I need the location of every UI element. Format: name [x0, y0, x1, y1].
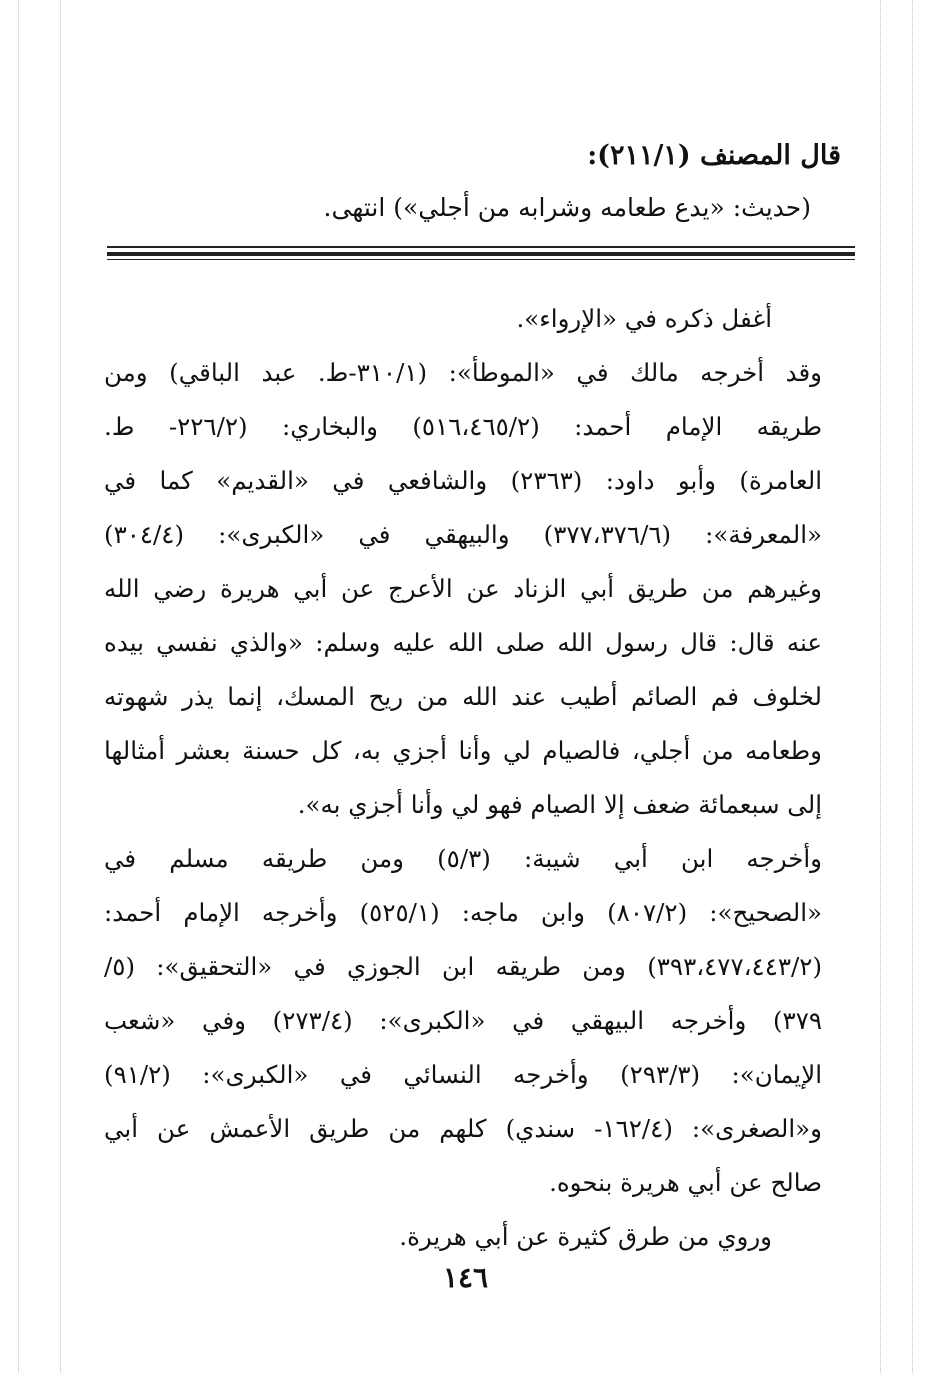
text-line: و«الصغرى»: (١٦٢/٤- سندي) كلهم من طريق الأعمش عن أبي: [104, 1114, 822, 1143]
text-line: وقد أخرجه مالك في «الموطأ»: (٣١٠/١-ط. عبد الباقي) ومن: [104, 358, 822, 387]
text-line: صالح عن أبي هريرة بنحوه.: [549, 1168, 822, 1197]
margin-dotted-line: [60, 0, 61, 1373]
divider-rule: [107, 259, 855, 260]
text-line: وطعامه من أجلي، فالصيام لي وأنا أجزي به، كل حسنة بعشر أمثالها: [104, 736, 822, 765]
text-line: «الصحيح»: (٨٠٧/٢) وابن ماجه: (٥٢٥/١) وأخرجه الإمام أحمد:: [104, 898, 822, 927]
quoted-hadith: (حديث: «يدع طعامه وشرابه من أجلي») انتهى.: [323, 193, 811, 222]
text-line: العامرة) وأبو داود: (٢٣٦٣) والشافعي في «القديم» كما في: [104, 466, 822, 495]
margin-dotted-line: [912, 0, 913, 1373]
text-line: أغفل ذكره في «الإرواء».: [516, 304, 772, 333]
text-line: لخلوف فم الصائم أطيب عند الله من ريح المسك، إنما يذر شهوته: [104, 682, 822, 711]
divider-rule: [107, 252, 855, 256]
body-text: [104, 292, 822, 1264]
text-line: ٣٧٩) وأخرجه البيهقي في «الكبرى»: (٢٧٣/٤) وفي «شعب: [104, 1006, 822, 1035]
margin-dotted-line: [18, 0, 19, 1373]
text-line: وغيرهم من طريق أبي الزناد عن الأعرج عن أبي هريرة رضي الله: [104, 574, 822, 603]
text-line: (٣٩٣،٤٧٧،٤٤٣/٢) ومن طريقه ابن الجوزي في «التحقيق»: (٥/: [104, 952, 822, 981]
page-number: ١٤٦: [442, 1261, 489, 1294]
section-heading: قال المصنف (٢١١/١):: [587, 140, 841, 171]
text-line: وروي من طرق كثيرة عن أبي هريرة.: [399, 1222, 772, 1251]
text-line: وأخرجه ابن أبي شيبة: (٥/٣) ومن طريقه مسلم في: [104, 844, 822, 873]
margin-dotted-line: [880, 0, 881, 1373]
text-line: عنه قال: قال رسول الله صلى الله عليه وسلم: «والذي نفسي بيده: [104, 628, 822, 657]
text-line: «المعرفة»: (٣٧٧،٣٧٦/٦) والبيهقي في «الكبرى»: (٣٠٤/٤): [104, 520, 822, 549]
text-line: الإيمان»: (٢٩٣/٣) وأخرجه النسائي في «الكبرى»: (٩١/٢): [104, 1060, 822, 1089]
text-line: طريقه الإمام أحمد: (٥١٦،٤٦٥/٢) والبخاري: (٢٢٦/٢- ط.: [104, 412, 822, 441]
divider-rule: [107, 246, 855, 248]
text-line: إلى سبعمائة ضعف إلا الصيام فهو لي وأنا أجزي به».: [297, 790, 822, 819]
